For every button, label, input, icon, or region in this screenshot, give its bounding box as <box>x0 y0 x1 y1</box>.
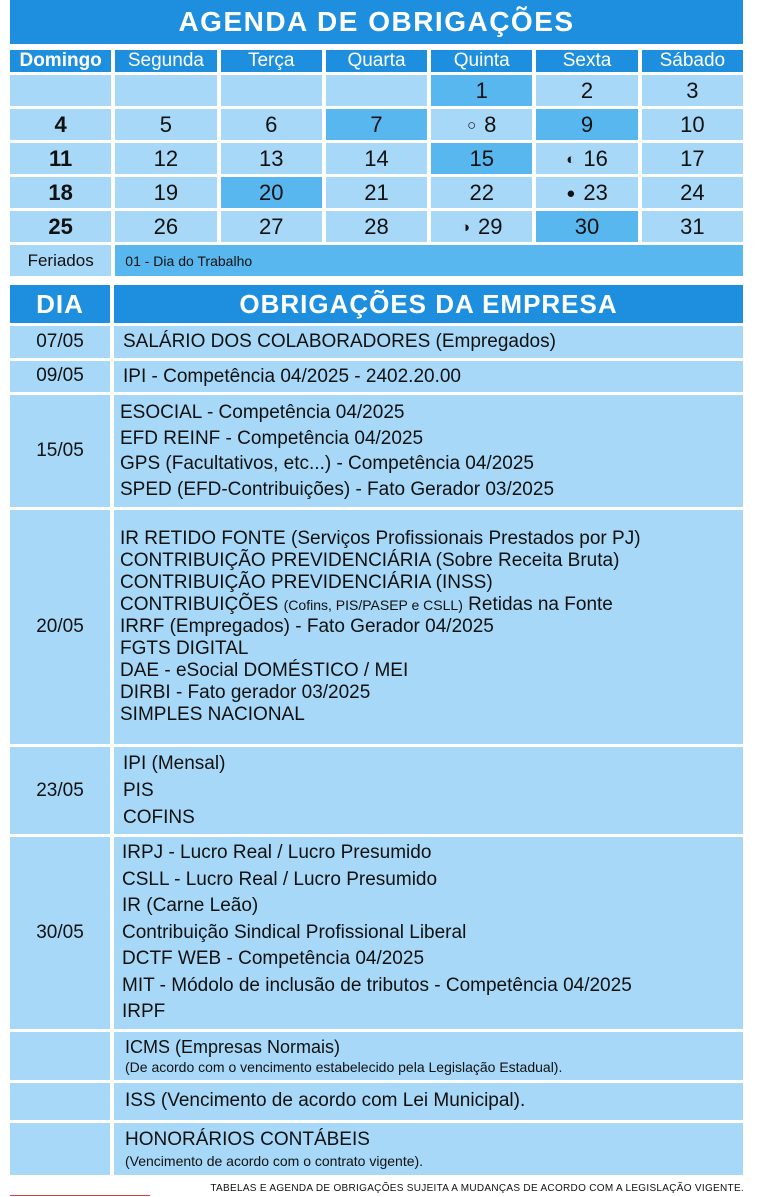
calendar-day <box>10 75 111 106</box>
obligation-item: DAE - eSocial DOMÉSTICO / MEI <box>120 660 409 681</box>
calendar-day: 13 <box>221 143 322 174</box>
holidays-value: 01 - Dia do Trabalho <box>115 245 743 276</box>
calendar-day <box>221 75 322 106</box>
calendar-day: 30 <box>536 211 637 242</box>
calendar-week <box>10 211 743 242</box>
full-moon-icon: ○ <box>467 116 477 134</box>
obligation-item-note: (De acordo com o vencimento estabelecido pela Legislação Estadual). <box>125 1058 563 1075</box>
calendar-day: 4 <box>10 109 111 140</box>
obligation-item: DIRBI - Fato gerador 03/2025 <box>120 682 371 703</box>
obligation-item: DCTF WEB - Competência 04/2025 <box>122 948 425 969</box>
obligation-row <box>10 747 743 834</box>
calendar-day <box>326 75 427 106</box>
obligation-item: MIT - Módolo de inclusão de tributos - Competência 04/2025 <box>122 974 632 996</box>
calendar-day: 18 <box>10 177 111 208</box>
obligation-item: SPED (EFD-Contribuições) - Fato Gerador 03/2025 <box>120 478 555 500</box>
weekday-sunday: Domingo <box>10 50 111 72</box>
calendar-day: 22 <box>431 177 532 208</box>
calendar-day-number: 8 <box>484 111 497 137</box>
obligation-item: SALÁRIO DOS COLABORADORES (Empregados) <box>123 331 556 352</box>
weekday-monday: Segunda <box>115 50 216 72</box>
calendar-day-number: 29 <box>478 213 503 239</box>
weekday-thursday: Quinta <box>431 50 532 72</box>
obligation-item: ICMS (Empresas Normais) <box>125 1036 341 1057</box>
calendar-day: 11 <box>10 143 111 174</box>
calendar-day-number: 16 <box>583 145 608 171</box>
calendar-day: 24 <box>642 177 743 208</box>
holidays-row <box>10 245 743 276</box>
calendar-day: 15 <box>431 143 532 174</box>
calendar-day: 2 <box>536 75 637 106</box>
waxing-moon-icon: ◑ <box>460 218 471 236</box>
weekday-wednesday: Quarta <box>326 50 427 72</box>
obligation-item-note: (Cofins, PIS/PASEP e CSLL) <box>283 597 463 613</box>
obligations-title-header: OBRIGAÇÕES DA EMPRESA <box>114 285 743 323</box>
calendar-day-moon <box>431 109 532 140</box>
obligation-item: CONTRIBUIÇÃO PREVIDENCIÁRIA (INSS) <box>120 572 493 593</box>
obligation-row <box>10 1032 743 1080</box>
obligation-item: PIS <box>123 780 154 801</box>
calendar-day-moon <box>536 177 637 208</box>
holidays-label: Feriados <box>10 245 111 276</box>
calendar-day <box>115 75 216 106</box>
obligation-row <box>10 510 743 744</box>
calendar-day: 20 <box>221 177 322 208</box>
calendar-day: 28 <box>326 211 427 242</box>
obligation-date: 23/05 <box>10 747 110 834</box>
calendar-table <box>6 47 747 279</box>
calendar-day: 9 <box>536 109 637 140</box>
obligation-item: IRPF <box>122 1001 166 1022</box>
weekday-tuesday: Terça <box>221 50 322 72</box>
obligation-row <box>10 1083 743 1120</box>
obligation-date: 20/05 <box>10 510 110 744</box>
calendar-day: 5 <box>115 109 216 140</box>
obligation-date <box>10 1083 110 1120</box>
calendar-day: 27 <box>221 211 322 242</box>
calendar-day-moon <box>536 143 637 174</box>
obligation-item: IRPJ - Lucro Real / Lucro Presumido <box>122 842 432 863</box>
obligations-table <box>6 282 747 1178</box>
calendar-day: 19 <box>115 177 216 208</box>
calendar-day: 12 <box>115 143 216 174</box>
obligation-date <box>10 1032 110 1080</box>
calendar-day-number: 23 <box>583 179 608 205</box>
obligation-item: GPS (Facultativos, etc...) - Competência 04/2025 <box>120 453 534 474</box>
obligation-row <box>10 395 743 507</box>
calendar-day: 17 <box>642 143 743 174</box>
obligation-item-note: (Vencimento de acordo com o contrato vigente). <box>125 1152 424 1169</box>
obligation-item-main: CONTRIBUIÇÕES <box>120 594 279 615</box>
calendar-day: 26 <box>115 211 216 242</box>
calendar-day: 1 <box>431 75 532 106</box>
calendar-week <box>10 143 743 174</box>
calendar-day: 21 <box>326 177 427 208</box>
obligation-item: IPI - Competência 04/2025 - 2402.20.00 <box>123 365 462 387</box>
obligation-item: CSLL - Lucro Real / Lucro Presumido <box>122 868 438 890</box>
obligation-item: EFD REINF - Competência 04/2025 <box>120 427 424 449</box>
obligation-item: COFINS <box>123 807 195 828</box>
waning-moon-icon: ◐ <box>566 150 576 168</box>
obligation-item: IR (Carne Leão) <box>122 895 259 916</box>
footer-disclaimer: TABELAS E AGENDA DE OBRIGAÇÕES SUJEITA A MUDANÇAS DE ACORDO COM A LEGISLAÇÃO VIGENTE. <box>210 1183 744 1194</box>
obligation-item: HONORÁRIOS CONTÁBEIS <box>125 1128 370 1150</box>
obligation-date: 15/05 <box>10 395 110 507</box>
obligation-date <box>10 1123 110 1175</box>
calendar-day: 6 <box>221 109 322 140</box>
obligation-row <box>10 837 743 1029</box>
calendar-day-moon <box>431 211 532 242</box>
calendar-day: 7 <box>326 109 427 140</box>
obligation-item: IPI (Mensal) <box>123 753 226 774</box>
obligation-item: IRRF (Empregados) - Fato Gerador 04/2025 <box>120 616 494 637</box>
calendar-day: 14 <box>326 143 427 174</box>
new-moon-icon: ● <box>566 184 576 202</box>
obligation-row <box>10 326 743 358</box>
calendar-week <box>10 109 743 140</box>
obligation-item: FGTS DIGITAL <box>120 638 249 659</box>
page-title: AGENDA DE OBRIGAÇÕES <box>10 0 743 44</box>
calendar-week <box>10 75 743 106</box>
obligation-row <box>10 1123 743 1175</box>
obligation-date: 07/05 <box>10 326 110 358</box>
calendar-day: 31 <box>642 211 743 242</box>
footer-rule <box>10 1195 150 1196</box>
obligation-item: Contribuição Sindical Profissional Liberal <box>122 921 467 943</box>
calendar-week <box>10 177 743 208</box>
obligation-date: 09/05 <box>10 361 110 393</box>
obligation-date: 30/05 <box>10 837 110 1029</box>
obligation-item: CONTRIBUIÇÃO PREVIDENCIÁRIA (Sobre Receita Bruta) <box>120 550 620 571</box>
obligation-item: ISS (Vencimento de acordo com Lei Municipal). <box>125 1090 526 1112</box>
obligation-item: IR RETIDO FONTE (Serviços Profissionais Prestados por PJ) <box>120 528 641 549</box>
calendar-day: 3 <box>642 75 743 106</box>
weekday-friday: Sexta <box>536 50 637 72</box>
calendar-day: 10 <box>642 109 743 140</box>
obligation-item-tail: Retidas na Fonte <box>468 594 613 615</box>
obligation-item: ESOCIAL - Competência 04/2025 <box>120 402 405 423</box>
obligation-row <box>10 361 743 393</box>
calendar-day: 25 <box>10 211 111 242</box>
agenda-page <box>10 0 743 1178</box>
obligation-item: SIMPLES NACIONAL <box>120 704 305 725</box>
obligation-item <box>120 594 735 616</box>
weekday-saturday: Sábado <box>642 50 743 72</box>
obligations-day-header: DIA <box>10 285 110 323</box>
